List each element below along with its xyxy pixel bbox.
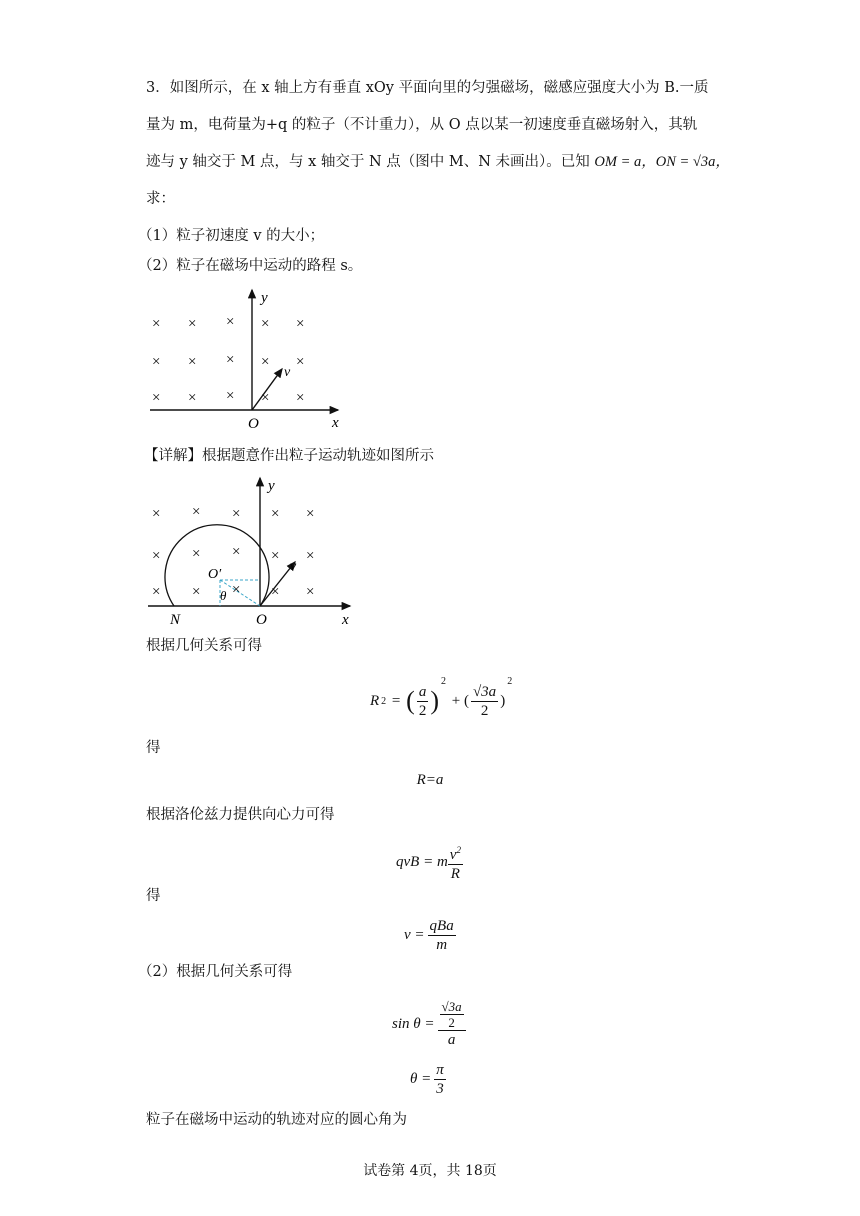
field-mark: × <box>226 352 235 368</box>
field-mark: × <box>296 316 305 332</box>
given-values: OM = a，ON = √3a， <box>594 154 730 170</box>
eq1-frac1 <box>417 683 429 720</box>
origin-label: O <box>256 612 267 628</box>
field-mark: × <box>188 316 197 332</box>
eq3-lhs: qvB = m <box>396 853 448 870</box>
eq6-num: π <box>436 1061 444 1078</box>
page-footer: 试卷第 4页，共 18页 <box>363 1163 497 1179</box>
equation-radius: R=a <box>416 772 444 788</box>
equation-sin-theta <box>392 992 466 1056</box>
solution-text-3: 根据洛伦兹力提供向心力可得 <box>146 807 335 823</box>
eq3-frac: $\frac{v^2}{R}$ <box>448 841 463 883</box>
solution-text-4: 得 <box>146 888 161 904</box>
eq1-frac2-num: √3a <box>472 683 497 700</box>
eq3-den: R <box>450 866 460 882</box>
detail-heading: 【详解】根据题意作出粒子运动轨迹如图所示 <box>144 448 434 464</box>
field-mark: × <box>192 504 201 520</box>
eq1-frac2-den: 2 <box>480 702 489 719</box>
eq4-num: qBa <box>429 917 454 934</box>
field-mark: × <box>271 548 280 564</box>
trajectory-arc <box>165 525 269 606</box>
eq6-lhs: θ = <box>410 1070 432 1087</box>
field-mark: × <box>296 390 305 406</box>
y-axis-label: y <box>261 290 268 306</box>
eq5-den: a <box>447 1032 456 1048</box>
field-mark: × <box>261 316 270 332</box>
eq5-inner-den: 2 <box>448 1015 455 1030</box>
field-mark: × <box>152 390 161 406</box>
eq1-frac1-den: 2 <box>418 702 427 719</box>
solution-text-2: 得 <box>146 740 161 756</box>
field-mark: × <box>261 390 270 406</box>
magnetic-field-marks <box>152 314 304 406</box>
equation-velocity <box>404 912 456 958</box>
field-mark: × <box>152 316 161 332</box>
magnetic-field-marks <box>152 504 314 600</box>
solution-text-6: 粒子在磁场中运动的轨迹对应的圆心角为 <box>146 1112 407 1128</box>
field-mark: × <box>306 548 315 564</box>
field-mark: × <box>232 506 241 522</box>
field-mark: × <box>152 506 161 522</box>
field-mark: × <box>152 548 161 564</box>
problem-line-2: 量为 m，电荷量为+q 的粒子（不计重力），从 O 点以某一初速度垂直磁场射入，其轨 <box>146 117 698 133</box>
field-mark: × <box>192 584 201 600</box>
field-mark: × <box>271 584 280 600</box>
eq5-lhs: sin θ = <box>392 1015 435 1032</box>
center-label: O′ <box>208 567 222 582</box>
field-mark: × <box>226 388 235 404</box>
velocity-label: v <box>290 559 297 574</box>
field-mark: × <box>188 390 197 406</box>
field-mark: × <box>296 354 305 370</box>
eq4-frac <box>428 917 456 954</box>
field-mark: × <box>232 582 241 598</box>
problem-line-3 <box>146 152 730 172</box>
angle-label: θ <box>220 588 227 603</box>
eq1-lhs: R <box>370 692 380 709</box>
solution-text-1: 根据几何关系可得 <box>146 638 262 654</box>
field-mark: × <box>306 506 315 522</box>
eq5-inner-frac <box>440 999 464 1030</box>
y-axis-label: y <box>268 478 275 494</box>
eq1-frac2 <box>471 683 498 720</box>
eq1-frac1-num: a <box>418 683 427 700</box>
problem-line-3-text: 迹与 y 轴交于 M 点，与 x 轴交于 N 点（图中 M、N 未画出）。已知 <box>146 154 595 170</box>
eq5-inner-num: √3a <box>441 999 462 1014</box>
origin-label: O <box>248 416 259 432</box>
solution-text-5: （2）根据几何关系可得 <box>138 964 293 980</box>
x-axis-label: x <box>342 612 349 628</box>
equation-radius-squared: R 2 = ( $\frac{a}{2}$ ) 2 + ( $\frac{√3a}{2}$ ) 2 <box>370 676 513 719</box>
velocity-label: v <box>284 365 291 380</box>
n-point-label: N <box>170 612 181 628</box>
eq4-den: m <box>436 936 448 953</box>
field-mark: × <box>152 354 161 370</box>
problem-line-4: 求： <box>146 191 175 207</box>
field-mark: × <box>271 506 280 522</box>
problem-line-1: 3．如图所示，在 x 轴上方有垂直 xOy 平面向里的匀强磁场，磁感应强度大小为 B.一质 <box>146 80 709 96</box>
field-mark: × <box>226 314 235 330</box>
eq3-num: v <box>449 847 457 863</box>
field-diagram-1 <box>140 282 360 432</box>
field-mark: × <box>192 546 201 562</box>
question-2: （2）粒子在磁场中运动的路程 s。 <box>138 258 363 274</box>
x-axis-label: x <box>332 415 339 431</box>
eq6-frac <box>434 1061 446 1098</box>
equation-lorentz <box>396 838 463 886</box>
trajectory-diagram <box>140 472 370 632</box>
field-mark: × <box>306 584 315 600</box>
field-mark: × <box>232 544 241 560</box>
eq5-frac <box>438 999 466 1049</box>
field-mark: × <box>261 354 270 370</box>
field-mark: × <box>188 354 197 370</box>
eq4-lhs: v = <box>404 926 425 943</box>
field-mark: × <box>152 584 161 600</box>
question-1: （1）粒子初速度 v 的大小； <box>138 228 325 244</box>
equation-theta <box>410 1058 446 1100</box>
eq6-den: 3 <box>436 1080 444 1097</box>
